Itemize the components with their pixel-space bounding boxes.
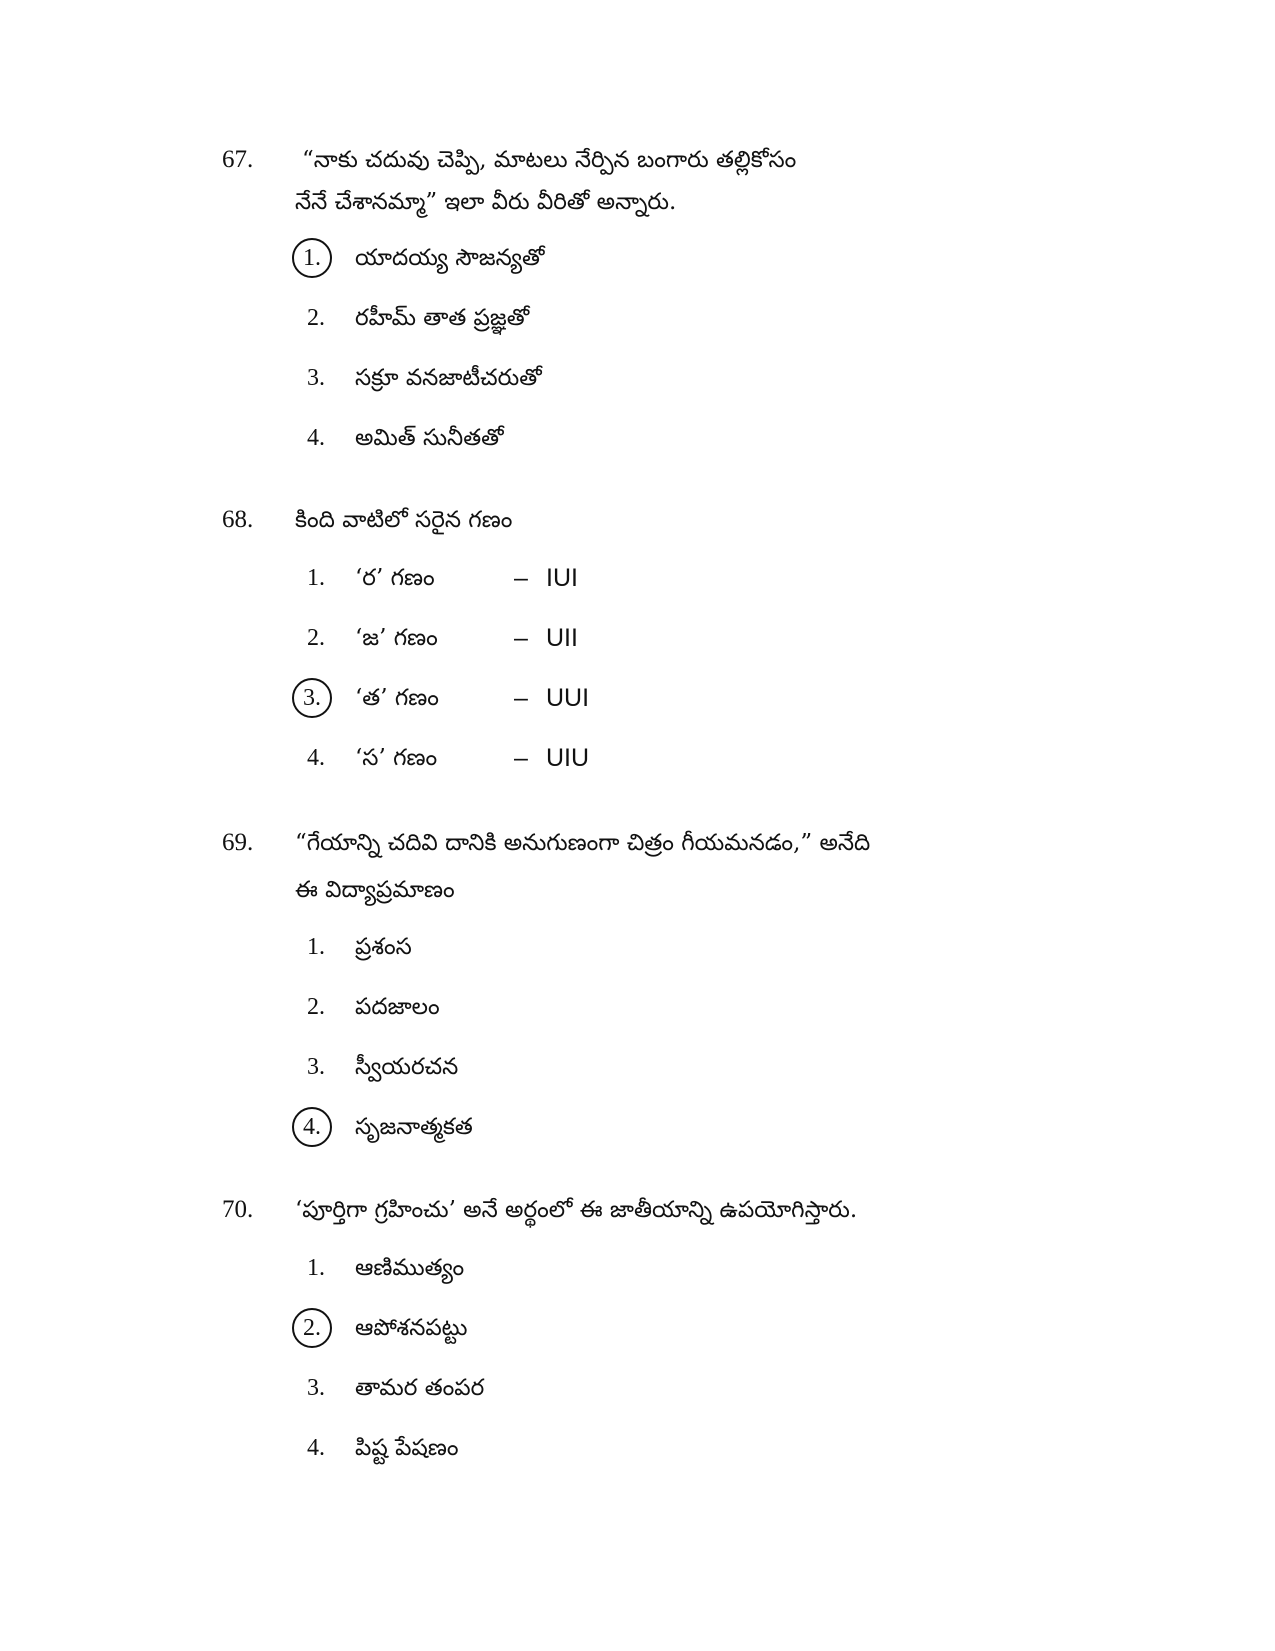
option-number: 1. bbox=[307, 565, 325, 591]
option-number: 1. bbox=[307, 934, 325, 960]
option-number: 1. bbox=[307, 1255, 325, 1281]
option-number: 2. bbox=[307, 305, 325, 331]
option-number: 2. bbox=[307, 625, 325, 651]
option-2[interactable] bbox=[296, 984, 996, 1030]
pattern-text: UII bbox=[546, 624, 578, 652]
option-number: 4. bbox=[307, 745, 325, 771]
option-1[interactable] bbox=[296, 235, 996, 281]
option-text: సక్రూ వనజాటీచరుతో bbox=[355, 365, 542, 391]
dash: – bbox=[514, 564, 528, 592]
pattern-text: IUI bbox=[546, 564, 578, 592]
gana-pattern bbox=[514, 735, 589, 781]
question-text-line-1: కింది వాటిలో సరైన గణం bbox=[295, 507, 513, 533]
dash: – bbox=[514, 684, 528, 712]
dash: – bbox=[514, 624, 528, 652]
option-3[interactable] bbox=[296, 1365, 996, 1411]
option-4[interactable] bbox=[296, 1104, 996, 1150]
option-3[interactable] bbox=[296, 1044, 996, 1090]
option-text: పదజాలం bbox=[355, 994, 440, 1020]
option-text: తామర తంపర bbox=[355, 1375, 485, 1401]
option-number: 3. bbox=[307, 1375, 325, 1401]
option-2[interactable] bbox=[296, 1305, 996, 1351]
question-text-line-1: “గేయాన్ని చదివి దానికి అనుగుణంగా చిత్రం గీయమనడం,” అనేది bbox=[295, 830, 871, 856]
question-number: 69. bbox=[222, 829, 254, 856]
question-text-line-2: ఈ విద్యాప్రమాణం bbox=[295, 877, 455, 903]
option-text: అమిత్ సునీతతో bbox=[355, 425, 504, 451]
option-1[interactable] bbox=[296, 1245, 996, 1291]
option-text: సృజనాత్మకత bbox=[355, 1114, 473, 1140]
option-text: ఆపోశనపట్టు bbox=[355, 1315, 468, 1341]
option-1[interactable] bbox=[296, 924, 996, 970]
option-2[interactable] bbox=[296, 615, 996, 661]
option-number: 3. bbox=[307, 1054, 325, 1080]
pattern-text: UIU bbox=[546, 744, 590, 772]
option-1[interactable] bbox=[296, 555, 996, 601]
pattern-text: UUI bbox=[546, 684, 590, 712]
option-number-circled: 1. bbox=[292, 238, 332, 278]
option-4[interactable] bbox=[296, 1425, 996, 1471]
option-4[interactable] bbox=[296, 735, 996, 781]
option-number-circled: 2. bbox=[292, 1308, 332, 1348]
dash: – bbox=[514, 744, 528, 772]
question-number: 68. bbox=[222, 506, 254, 533]
question-number: 67. bbox=[222, 146, 254, 173]
option-4[interactable] bbox=[296, 415, 996, 461]
option-text: ‘ర’ గణం bbox=[355, 565, 435, 591]
option-number: 4. bbox=[307, 1435, 325, 1461]
gana-pattern bbox=[514, 675, 589, 721]
option-number-circled: 4. bbox=[292, 1107, 332, 1147]
option-number: 2. bbox=[307, 994, 325, 1020]
question-number: 70. bbox=[222, 1196, 254, 1223]
option-text: ‘స’ గణం bbox=[355, 745, 438, 771]
option-text: పిష్ట పేషణం bbox=[355, 1435, 459, 1461]
option-text: స్వీయరచన bbox=[355, 1054, 459, 1080]
question-text-line-1: ‘పూర్తిగా గ్రహించు’ అనే అర్థంలో ఈ జాతీయాన్ని ఉపయోగిస్తారు. bbox=[295, 1197, 858, 1223]
option-text: ‘జ’ గణం bbox=[355, 625, 438, 651]
option-text: ప్రశంస bbox=[355, 934, 412, 960]
question-text-line-1: “నాకు చదువు చెప్పి, మాటలు నేర్పిన బంగారు తల్లికోసం bbox=[302, 147, 797, 173]
option-3[interactable] bbox=[296, 675, 996, 721]
option-text: ‘త’ గణం bbox=[355, 685, 439, 711]
option-number-circled: 3. bbox=[292, 678, 332, 718]
option-text: యాదయ్య సౌజన్యతో bbox=[355, 245, 545, 271]
question-text-line-2: నేనే చేశానమ్మా” ఇలా వీరు వీరితో అన్నారు. bbox=[295, 189, 677, 215]
gana-pattern bbox=[514, 555, 578, 601]
option-number: 3. bbox=[307, 365, 325, 391]
option-text: ఆణిముత్యం bbox=[355, 1255, 465, 1281]
option-text: రహీమ్ తాత ప్రజ్ఞతో bbox=[355, 305, 530, 331]
option-3[interactable] bbox=[296, 355, 996, 401]
option-number: 4. bbox=[307, 425, 325, 451]
gana-pattern bbox=[514, 615, 578, 661]
option-2[interactable] bbox=[296, 295, 996, 341]
